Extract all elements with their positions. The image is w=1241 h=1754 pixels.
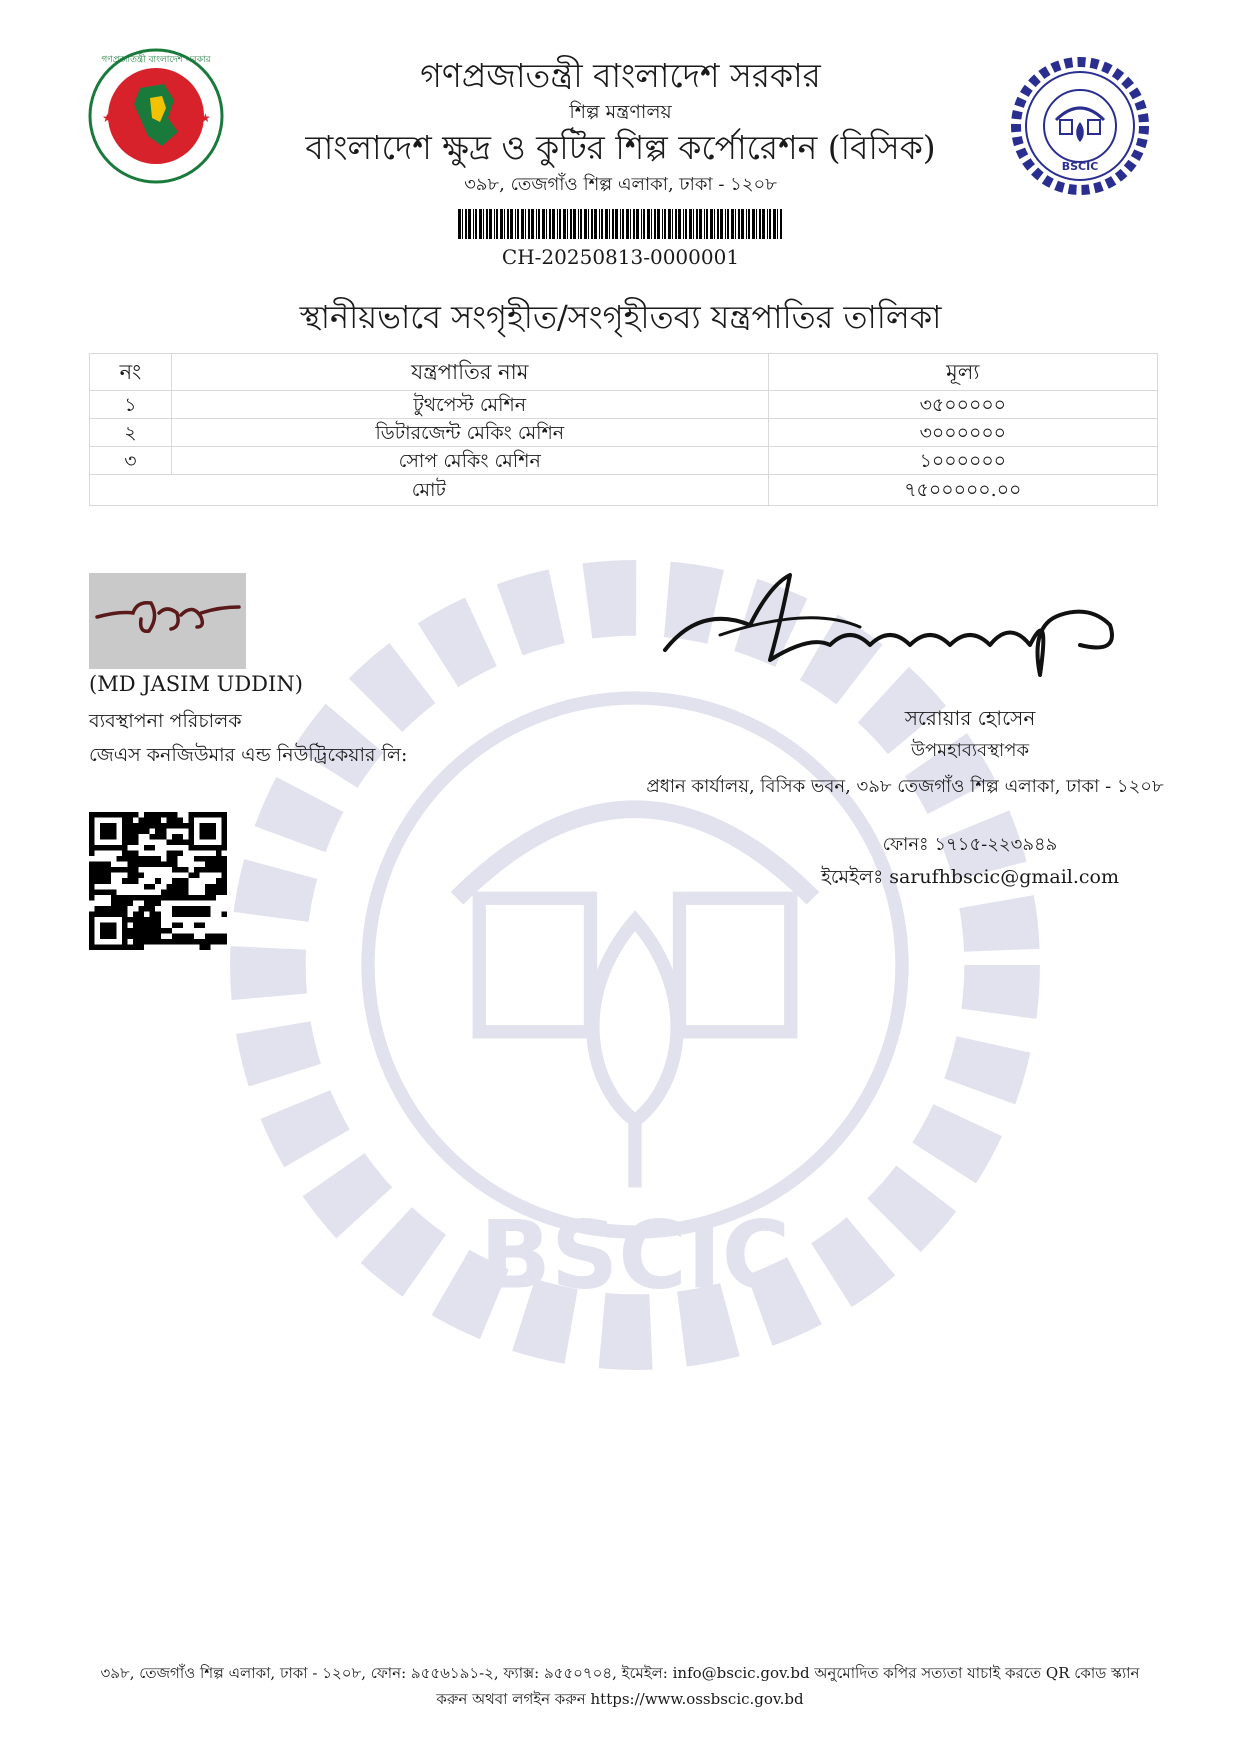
svg-text:গণপ্রজাতন্ত্রী বাংলাদেশ সরকার: গণপ্রজাতন্ত্রী বাংলাদেশ সরকার [101, 55, 211, 65]
organization-name: বাংলাদেশ ক্ষুদ্র ও কুটির শিল্প কর্পোরেশন (বিসিক) [305, 128, 936, 167]
officer-designation: উপমহাব্যবস্থাপক [910, 740, 1030, 761]
government-title: গণপ্রজাতন্ত্রী বাংলাদেশ সরকার [420, 56, 821, 95]
document-title: স্থানীয়ভাবে সংগৃহীত/সংগৃহীতব্য যন্ত্রপাতির তালিকা [299, 298, 942, 336]
machine-name: সোপ মেকিং মেশিন [171, 447, 768, 475]
table-row [90, 391, 1158, 419]
tracking-number: CH-20250813-0000001 [501, 245, 740, 269]
applicant-name: (MD JASIM UDDIN) [89, 672, 303, 696]
ministry-name: শিল্প মন্ত্রণালয় [569, 101, 672, 123]
officer-signature-image [660, 565, 1130, 690]
officer-email: ইমেইলঃ sarufhbscic@gmail.com [820, 866, 1119, 888]
footer-contact: ৩৯৮, তেজগাঁও শিল্প এলাকা, ঢাকা - ১২০৮, ফোন: ৯৫৫৬১৯১-২, ফ্যাক্স: ৯৫৫০৭০৪, ইমেইল: info@bscic.gov.bd অনুমোদিত কপির সত্যতা যাচাই করতে QR কোড স্ক্যান করুন অথবা লগইন করুন https://www.ossbscic.gov.bd [100, 1664, 1140, 1708]
svg-text:BSCIC: BSCIC [479, 1201, 791, 1311]
machine-name: টুথপেস্ট মেশিন [171, 391, 768, 419]
column-header-price: মূল্য [768, 354, 1157, 391]
total-label: মোট [90, 475, 769, 506]
officer-phone: ফোনঃ ১৭১৫-২২৩৯৪৯ [882, 834, 1058, 855]
table-row [90, 447, 1158, 475]
machine-price: ৩০০০০০০ [768, 419, 1157, 447]
applicant-company: জেএস কনজিউমার এন্ড নিউট্রিকেয়ার লি: [89, 744, 408, 766]
column-header-no: নং [90, 354, 172, 391]
table-total-row [90, 475, 1158, 506]
svg-text:BSCIC: BSCIC [1061, 160, 1099, 173]
applicant-designation: ব্যবস্থাপনা পরিচালক [89, 710, 242, 732]
svg-text:★: ★ [200, 111, 211, 125]
officer-office-address: প্রধান কার্যালয়, বিসিক ভবন, ৩৯৮ তেজগাঁও শিল্প এলাকা, ঢাকা - ১২০৮ [646, 776, 1164, 797]
machinery-table [89, 353, 1158, 506]
barcode [458, 209, 783, 239]
verification-qr-code[interactable] [89, 812, 227, 950]
table-row [90, 419, 1158, 447]
machine-price: ৩৫০০০০০ [768, 391, 1157, 419]
officer-name: সরোয়ার হোসেন [904, 706, 1036, 730]
row-number: ৩ [90, 447, 172, 475]
row-number: ১ [90, 391, 172, 419]
organization-address: ৩৯৮, তেজগাঁও শিল্প এলাকা, ঢাকা - ১২০৮ [464, 174, 777, 195]
applicant-signature-image [89, 573, 246, 669]
svg-text:★: ★ [102, 111, 113, 125]
table-header-row [90, 354, 1158, 391]
total-value: ৭৫০০০০০.০০ [768, 475, 1157, 506]
column-header-name: যন্ত্রপাতির নাম [171, 354, 768, 391]
row-number: ২ [90, 419, 172, 447]
machine-price: ১০০০০০০ [768, 447, 1157, 475]
machine-name: ডিটারজেন্ট মেকিং মেশিন [171, 419, 768, 447]
